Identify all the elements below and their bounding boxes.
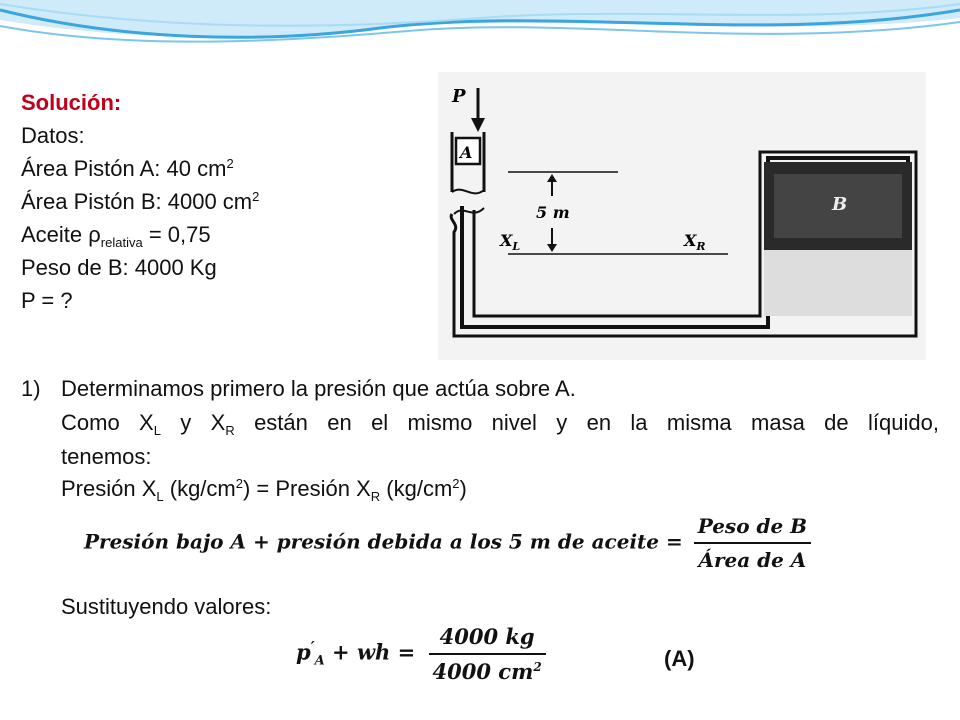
area-b-line: Área Pistón B: 4000 $cm^2$ <box>21 189 260 214</box>
step-line-3: tenemos: <box>61 444 152 469</box>
diagram-label-b: B <box>832 194 848 215</box>
equation-tag-a: (A) <box>664 646 695 671</box>
equation-pressure-balance: Presión bajo A + presión debida a los 5 m de aceite = $\frac{\text{Peso de B}}{\text{Área de A}}$ <box>84 514 811 572</box>
step-number: 1) <box>21 376 41 401</box>
datos-label: Datos: <box>21 123 85 148</box>
equation-substituted: $p'_A$ + wh = $\frac{4000 kg}{4000 cm^2}$ <box>296 624 546 684</box>
sustituyendo-label: Sustituyendo valores: <box>61 594 272 619</box>
peso-b-line: Peso de B: 4000 Kg <box>21 255 217 280</box>
solution-title: Solución: <box>21 90 122 115</box>
diagram-label-xl: $X_L$ <box>500 231 521 253</box>
header-wave-decoration <box>0 0 960 80</box>
step-line-2: Como $X_L$ y $X_R$ están en el mismo nivel y en la misma masa de líquido, <box>61 410 939 438</box>
aceite-line: Aceite $\rho_{relativa} = 0,75$ <box>21 222 211 250</box>
area-a-line: Área Pistón A: 40 $cm^2$ <box>21 156 234 181</box>
diagram-label-a: A <box>460 143 473 162</box>
step-line-1: Determinamos primero la presión que actúa sobre A. <box>61 376 576 401</box>
p-unknown-line: P = ? <box>21 288 73 313</box>
diagram-label-5m: 5 m <box>536 203 570 222</box>
diagram-label-xr: $X_R$ <box>684 231 706 253</box>
diagram-label-p: P <box>452 86 466 107</box>
step-line-4: Presión $X_L$ $(kg/cm^2)$ = Presión $X_R$ $(kg/cm^2)$ <box>61 476 467 504</box>
hydraulic-press-diagram <box>438 72 926 360</box>
